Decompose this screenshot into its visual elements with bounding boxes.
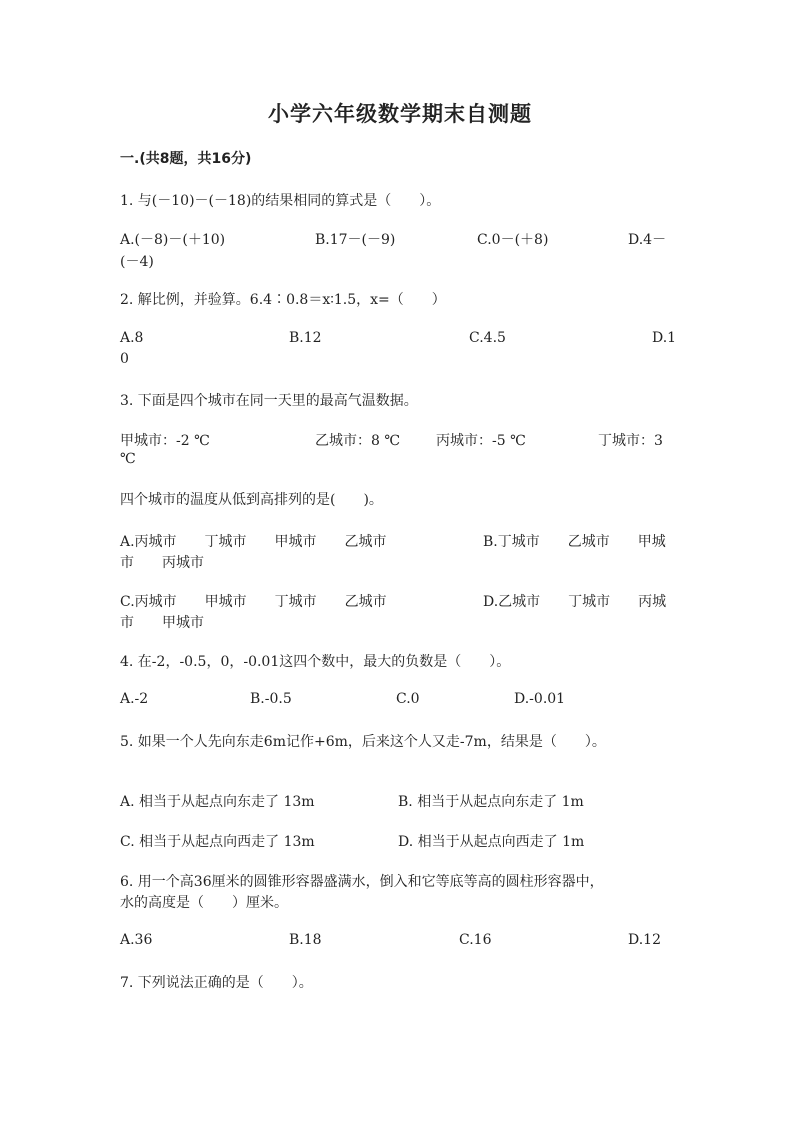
question-1-option-d: D.4－ — [628, 232, 667, 248]
question-4-option-a: A.-2 — [120, 691, 149, 707]
page-title: 小学六年级数学期末自测题 — [268, 102, 532, 126]
question-4-option-b: B.-0.5 — [250, 691, 292, 707]
question-6-option-d: D.12 — [628, 932, 661, 948]
question-2-option-a: A.8 — [120, 330, 144, 346]
question-6-option-b: B.18 — [289, 932, 322, 948]
city-jia-temp: 甲城市：-2 ℃ — [120, 433, 210, 449]
city-yi-temp: 乙城市：8 ℃ — [315, 433, 401, 449]
question-3-option-b-cont: 市 丙城市 — [120, 555, 204, 571]
question-5-option-b: B. 相当于从起点向东走了 1m — [398, 794, 584, 810]
question-3-option-d-cont: 市 甲城市 — [120, 615, 204, 631]
question-1-stem: 1. 与(－10)－(－18)的结果相同的算式是（ ）。 — [120, 193, 441, 209]
question-3-stem: 3. 下面是四个城市在同一天里的最高气温数据。 — [120, 393, 418, 409]
question-2-option-d-cont: 0 — [120, 351, 129, 367]
question-2-option-d: D.1 — [652, 330, 677, 346]
question-6-stem-cont: 水的高度是（ ）厘米。 — [120, 895, 288, 911]
question-1-option-c: C.0－(＋8) — [477, 232, 549, 248]
question-2-stem: 2. 解比例，并验算。6.4∶0.8＝x∶1.5，x=（ ） — [120, 292, 446, 308]
question-6-option-c: C.16 — [459, 932, 492, 948]
question-5-stem: 5. 如果一个人先向东走6m记作+6m，后来这个人又走-7m，结果是（ ）。 — [120, 734, 606, 750]
question-3-option-c: C.丙城市 甲城市 丁城市 乙城市 — [120, 594, 387, 610]
question-5-option-d: D. 相当于从起点向西走了 1m — [398, 834, 585, 850]
question-1-option-d-cont: (－4) — [120, 254, 154, 270]
question-5-option-c: C. 相当于从起点向西走了 13m — [120, 834, 315, 850]
question-3-option-b: B.丁城市 乙城市 甲城 — [483, 534, 666, 550]
question-5-option-a: A. 相当于从起点向东走了 13m — [120, 794, 315, 810]
question-7-stem: 7. 下列说法正确的是（ ）。 — [120, 975, 313, 991]
city-bing-temp: 丙城市：-5 ℃ — [436, 433, 526, 449]
question-4-option-c: C.0 — [396, 691, 420, 707]
question-6-option-a: A.36 — [120, 932, 153, 948]
city-ding-temp-cont: ℃ — [120, 451, 136, 467]
question-4-option-d: D.-0.01 — [514, 691, 566, 707]
question-2-option-c: C.4.5 — [469, 330, 506, 346]
city-ding-temp: 丁城市：3 — [598, 433, 663, 449]
question-2-option-b: B.12 — [289, 330, 322, 346]
question-3-option-a: A.丙城市 丁城市 甲城市 乙城市 — [120, 534, 387, 550]
question-6-stem: 6. 用一个高36厘米的圆锥形容器盛满水，倒入和它等底等高的圆柱形容器中， — [120, 874, 604, 890]
question-4-stem: 4. 在-2，-0.5，0，-0.01这四个数中，最大的负数是（ ）。 — [120, 654, 511, 670]
section-heading: 一.(共8题，共16分) — [120, 151, 252, 167]
question-1-option-b: B.17－(－9) — [315, 232, 396, 248]
question-3-option-d: D.乙城市 丁城市 丙城 — [483, 594, 667, 610]
question-1-option-a: A.(－8)－(＋10) — [120, 232, 226, 248]
question-3-ask: 四个城市的温度从低到高排列的是( )。 — [120, 492, 383, 508]
